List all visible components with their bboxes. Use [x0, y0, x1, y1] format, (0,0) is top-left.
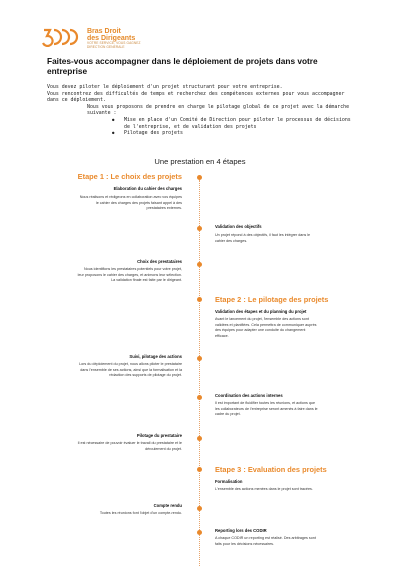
stage-1-heading: Etape 1 : Le choix des projets	[77, 172, 182, 181]
item-title: Validation des objectifs	[215, 224, 262, 229]
item-title: Suivi, pilotage des actions	[129, 354, 182, 359]
list-item: ● Mise en place d'un Comité de Direction pour piloter le processus de décisions de l'entreprise, et de validation des projets	[124, 117, 352, 130]
item-title: Reporting lors des CODIR	[215, 528, 267, 533]
item-title: Elaboration du cahier des charges	[113, 186, 182, 191]
item-text: Un projet répond à des objectifs, il faut les intégrer dans le cahier des charges.	[215, 233, 311, 243]
timeline-dot	[197, 436, 202, 441]
item-text: Lors du déploiement du projet, nous allons piloter le prestataire dans l'ensemble de ses actions, ainsi que la formalisation et la rédaction des supports de pilotage du projet.	[79, 362, 182, 378]
stage-2-heading: Etape 2 : Le pilotage des projets	[215, 295, 329, 304]
item-title: Validation des étapes et du planning du projet	[215, 309, 307, 314]
timeline-dot	[197, 506, 202, 511]
logo-name: Bras Droit des Dirigeants	[87, 28, 136, 42]
page-title: Faites-vous accompagner dans le déploiement de projets dans votre entreprise	[47, 56, 318, 76]
intro-text	[47, 84, 352, 137]
timeline-dot	[197, 175, 202, 180]
intro-bullet-list	[47, 117, 352, 137]
item-title: Formalisation	[215, 479, 243, 484]
intro-paragraph: Vous rencontrez des difficultés de temps et recherchez des compétences externes pour vous accompagner dans ce déploiement.	[47, 90, 345, 104]
timeline-title: Une prestation en 4 étapes	[154, 157, 246, 166]
item-title: Pilotage du prestataire	[136, 433, 182, 438]
item-text: Toutes les réunions font l'objet d'un compte-rendu.	[99, 511, 182, 515]
timeline-dot	[197, 395, 202, 400]
stage-3-heading: Etape 3 : Evaluation des projets	[215, 465, 327, 474]
item-text: Il est important de fluidifier toutes les réunions, et actions que les collaborateurs de l'entreprise seront amenés à faire dans le cadre du projet.	[215, 401, 318, 417]
timeline-dot	[197, 467, 202, 472]
item-text: A chaque CODIR un reporting est réalisé. Des arbitrages sont faits pour les décisions nécessaires.	[215, 536, 316, 546]
list-item: ● Pilotage des projets	[124, 130, 352, 137]
timeline-dot	[197, 530, 202, 535]
item-title: Coordination des actions internes	[215, 393, 283, 398]
item-title: Choix des prestataires	[137, 259, 182, 264]
item-text: Il est nécessaire de pouvoir évaluer le travail du prestataire et le déroulement du projet.	[77, 441, 182, 451]
logo-mark-icon	[42, 27, 84, 47]
item-text: Nous identifions les prestataires potentiels pour votre projet, leur proposons le cahier des charges, et animons leur sélection. La validation finale est faite par le dirigeant.	[77, 267, 182, 283]
intro-paragraph: Nous vous proposons de prendre en charge le pilotage global de ce projet avec la démarche suivante :	[87, 103, 350, 117]
timeline-dot	[197, 262, 202, 267]
timeline-dot	[197, 226, 202, 231]
item-text: Avant le lancement du projet, l'ensemble des actions sont validées et planifiées. Cela permettra de communiquer auprès des équipes pour adapter une conduite du changement efficace.	[215, 317, 317, 338]
item-title: Compte rendu	[153, 503, 182, 508]
timeline-dot	[197, 356, 202, 361]
logo-tagline: VOTRE SERVICE, VOUS GAGNEZ DIRECTION GENERALE	[87, 41, 141, 49]
intro-paragraph: Vous devez piloter le déploiement d'un projet structurant pour votre entreprise.	[47, 84, 283, 90]
item-text: Nous réalisons et rédigeons en collaboration avec vos équipes le cahier des charges des projets faisant appel à des prestataires externes.	[79, 195, 182, 211]
company-logo	[42, 27, 192, 53]
timeline-dot	[197, 297, 202, 302]
item-text: L'ensemble des actions menées dans le projet sont tracées.	[215, 487, 313, 491]
